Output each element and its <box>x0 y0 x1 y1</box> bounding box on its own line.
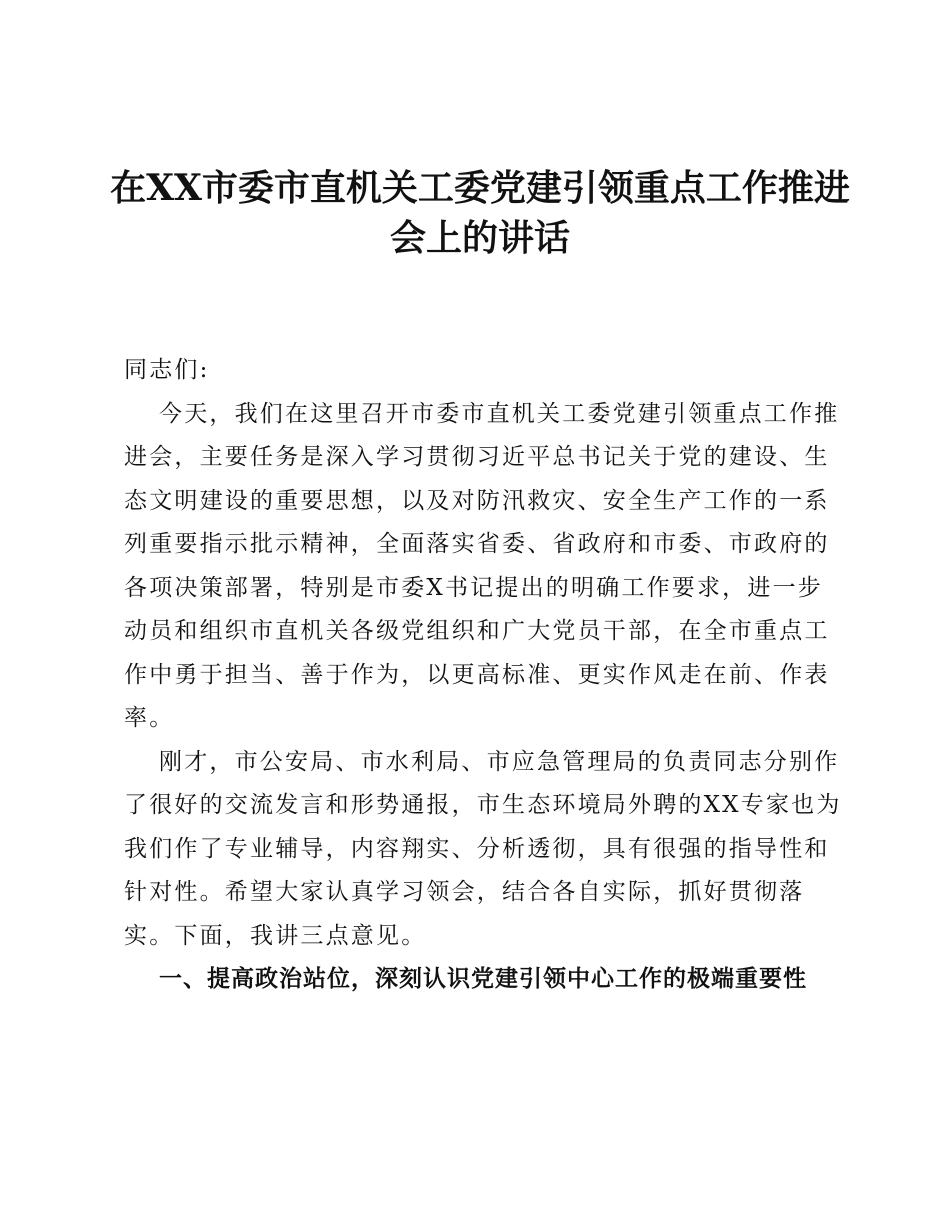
title-line-1: 在XX市委市直机关工委党建引领重点工作推进 <box>110 167 850 209</box>
paragraph-2-line: 我们作了专业辅导，内容翔实、分析透彻，具有很强的指导性和 <box>124 835 830 862</box>
section-heading-1: 一、提高政治站位，深刻认识党建引领中心工作的极端重要性 <box>159 966 807 992</box>
paragraph-1-line: 态文明建设的重要思想，以及对防汛救灾、安全生产工作的一系 <box>124 487 830 514</box>
document-body <box>124 349 842 1002</box>
paragraph-2-line: 针对性。希望大家认真学习领会，结合各自实际，抓好贯彻落 <box>124 879 805 905</box>
title-line-2: 会上的讲话 <box>389 217 570 259</box>
paragraph-1-line: 率。 <box>124 705 175 731</box>
paragraph-1-line: 进会，主要任务是深入学习贯彻习近平总书记关于党的建设、生 <box>124 444 830 470</box>
paragraph-2-line: 实。下面，我讲三点意见。 <box>124 922 427 949</box>
paragraph-1-line: 各项决策部署，特别是市委X书记提出的明确工作要求，进一步 <box>124 574 823 601</box>
paragraph-2-line: 刚才，市公安局、市水利局、市应急管理局的负责同志分别作 <box>159 748 840 775</box>
paragraph-1-line: 动员和组织市直机关各级党组织和广大党员干部，在全市重点工 <box>124 618 830 644</box>
document-title <box>110 163 850 263</box>
paragraph-1-line: 作中勇于担当、善于作为，以更高标准、更实作风走在前、作表 <box>124 661 830 688</box>
paragraph-2-line: 了很好的交流发言和形势通报，市生态环境局外聘的XX专家也为 <box>124 792 842 818</box>
paragraph-1 <box>124 393 840 741</box>
paragraph-1-line: 列重要指示批示精神，全面落实省委、省政府和市委、市政府的 <box>124 531 830 557</box>
salutation: 同志们: <box>124 357 210 383</box>
paragraph-1-line: 今天，我们在这里召开市委市直机关工委党建引领重点工作推 <box>159 400 840 427</box>
paragraph-2 <box>124 741 842 959</box>
